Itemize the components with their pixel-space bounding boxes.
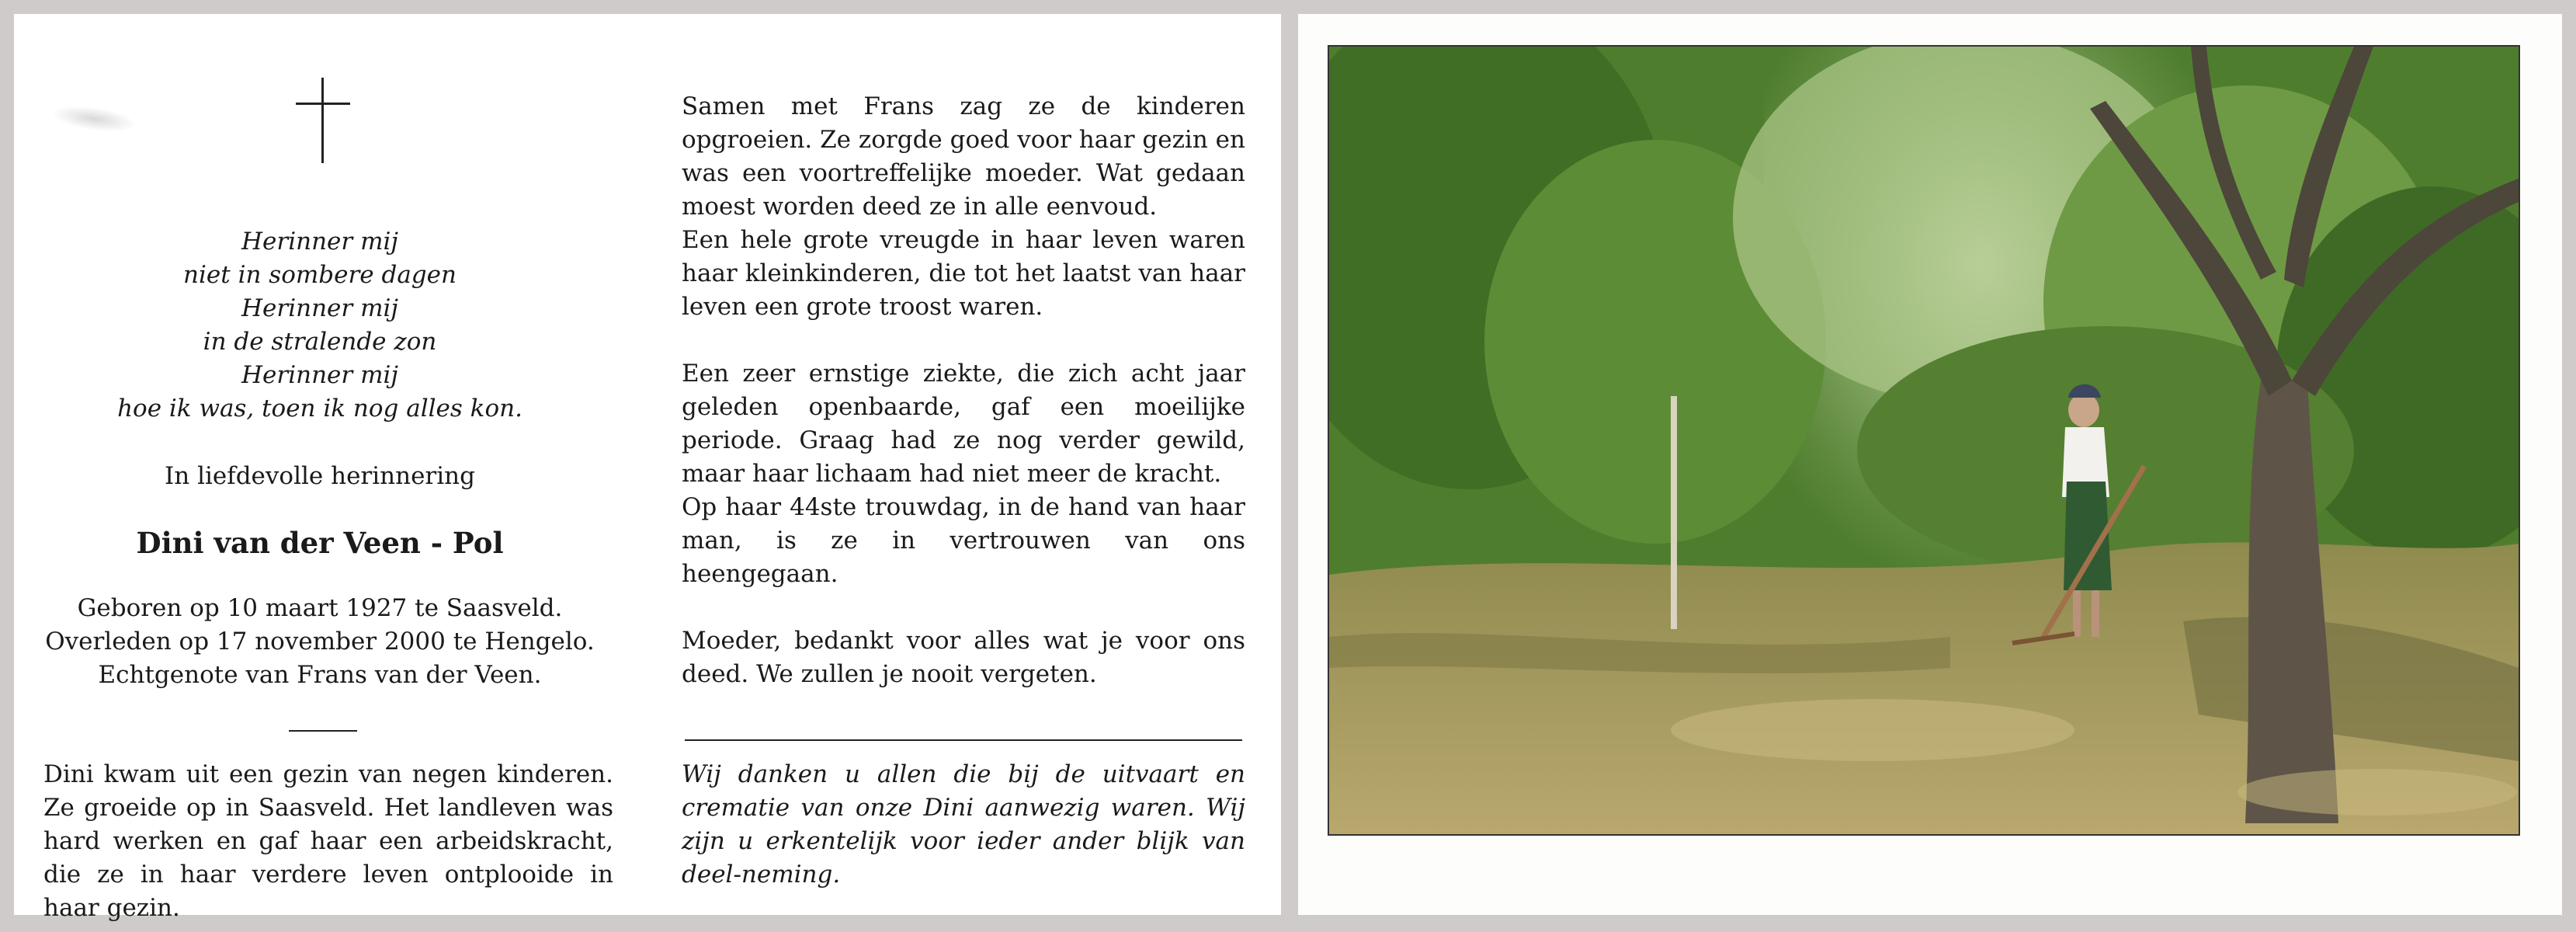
bio-paragraph: Dini kwam uit een gezin van negen kinderen. Ze groeide op in Saasveld. Het landleven was hard werken en gaf haar een arbeidskracht, die ze in haar verdere leven ontplooide in haar gezin.: [43, 760, 613, 922]
intro-text: In liefdevolle herinnering: [165, 462, 475, 490]
tribute-paragraph: Op haar 44ste trouwdag, in de hand van haar man, is ze in vertrouwen van ons heengegaan.: [682, 493, 1245, 588]
spouse-line: Echtgenote van Frans van der Veen.: [98, 661, 542, 689]
thanks-paragraph: Wij danken u allen die bij de uitvaart en crematie van onze Dini aanwezig waren. Wij zijn u erkentelijk voor ieder ander blijk van deel-neming.: [682, 760, 1245, 889]
poem-line: hoe ik was, toen ik nog alles kon.: [117, 395, 522, 423]
cross-icon: [296, 78, 350, 163]
paper-smudge: [50, 101, 137, 136]
divider-long: [685, 739, 1242, 741]
poem: [14, 225, 626, 426]
life-dates: [14, 592, 626, 692]
poem-line: Herinner mij: [241, 228, 398, 256]
memorial-card-text: [14, 14, 1281, 922]
death-line: Overleden op 17 november 2000 te Hengelo.: [45, 628, 595, 656]
poem-line: Herinner mij: [241, 361, 398, 389]
photo-woman-raking-under-tree-icon: [1328, 45, 2520, 836]
poem-line: in de stralende zon: [203, 328, 437, 356]
tribute-paragraph: Een hele grote vreugde in haar leven waren haar kleinkinderen, die tot het laatst van haar leven een grote troost waren.: [682, 226, 1245, 321]
tribute-text: [682, 90, 1245, 725]
poem-line: niet in sombere dagen: [183, 261, 457, 289]
memorial-card-photo: [1298, 14, 2562, 915]
birth-line: Geboren op 10 maart 1927 te Saasveld.: [77, 594, 563, 622]
divider-short: [289, 730, 357, 732]
tribute-paragraph: Moeder, bedankt voor alles wat je voor ons deed. We zullen je nooit vergeten.: [682, 627, 1245, 688]
tribute-paragraph: Samen met Frans zag ze de kinderen opgroeien. Ze zorgde goed voor haar gezin en was een voortreffelijke moeder. Wat gedaan moest worden deed ze in alle eenvoud.: [682, 92, 1245, 221]
poem-line: Herinner mij: [241, 294, 398, 322]
deceased-name: Dini van der Veen - Pol: [136, 526, 504, 560]
tribute-paragraph: Een zeer ernstige ziekte, die zich acht jaar geleden openbaarde, gaf een moeilijke periode. Graag had ze nog verder gewild, maar haar lichaam had niet meer de kracht.: [682, 360, 1245, 488]
